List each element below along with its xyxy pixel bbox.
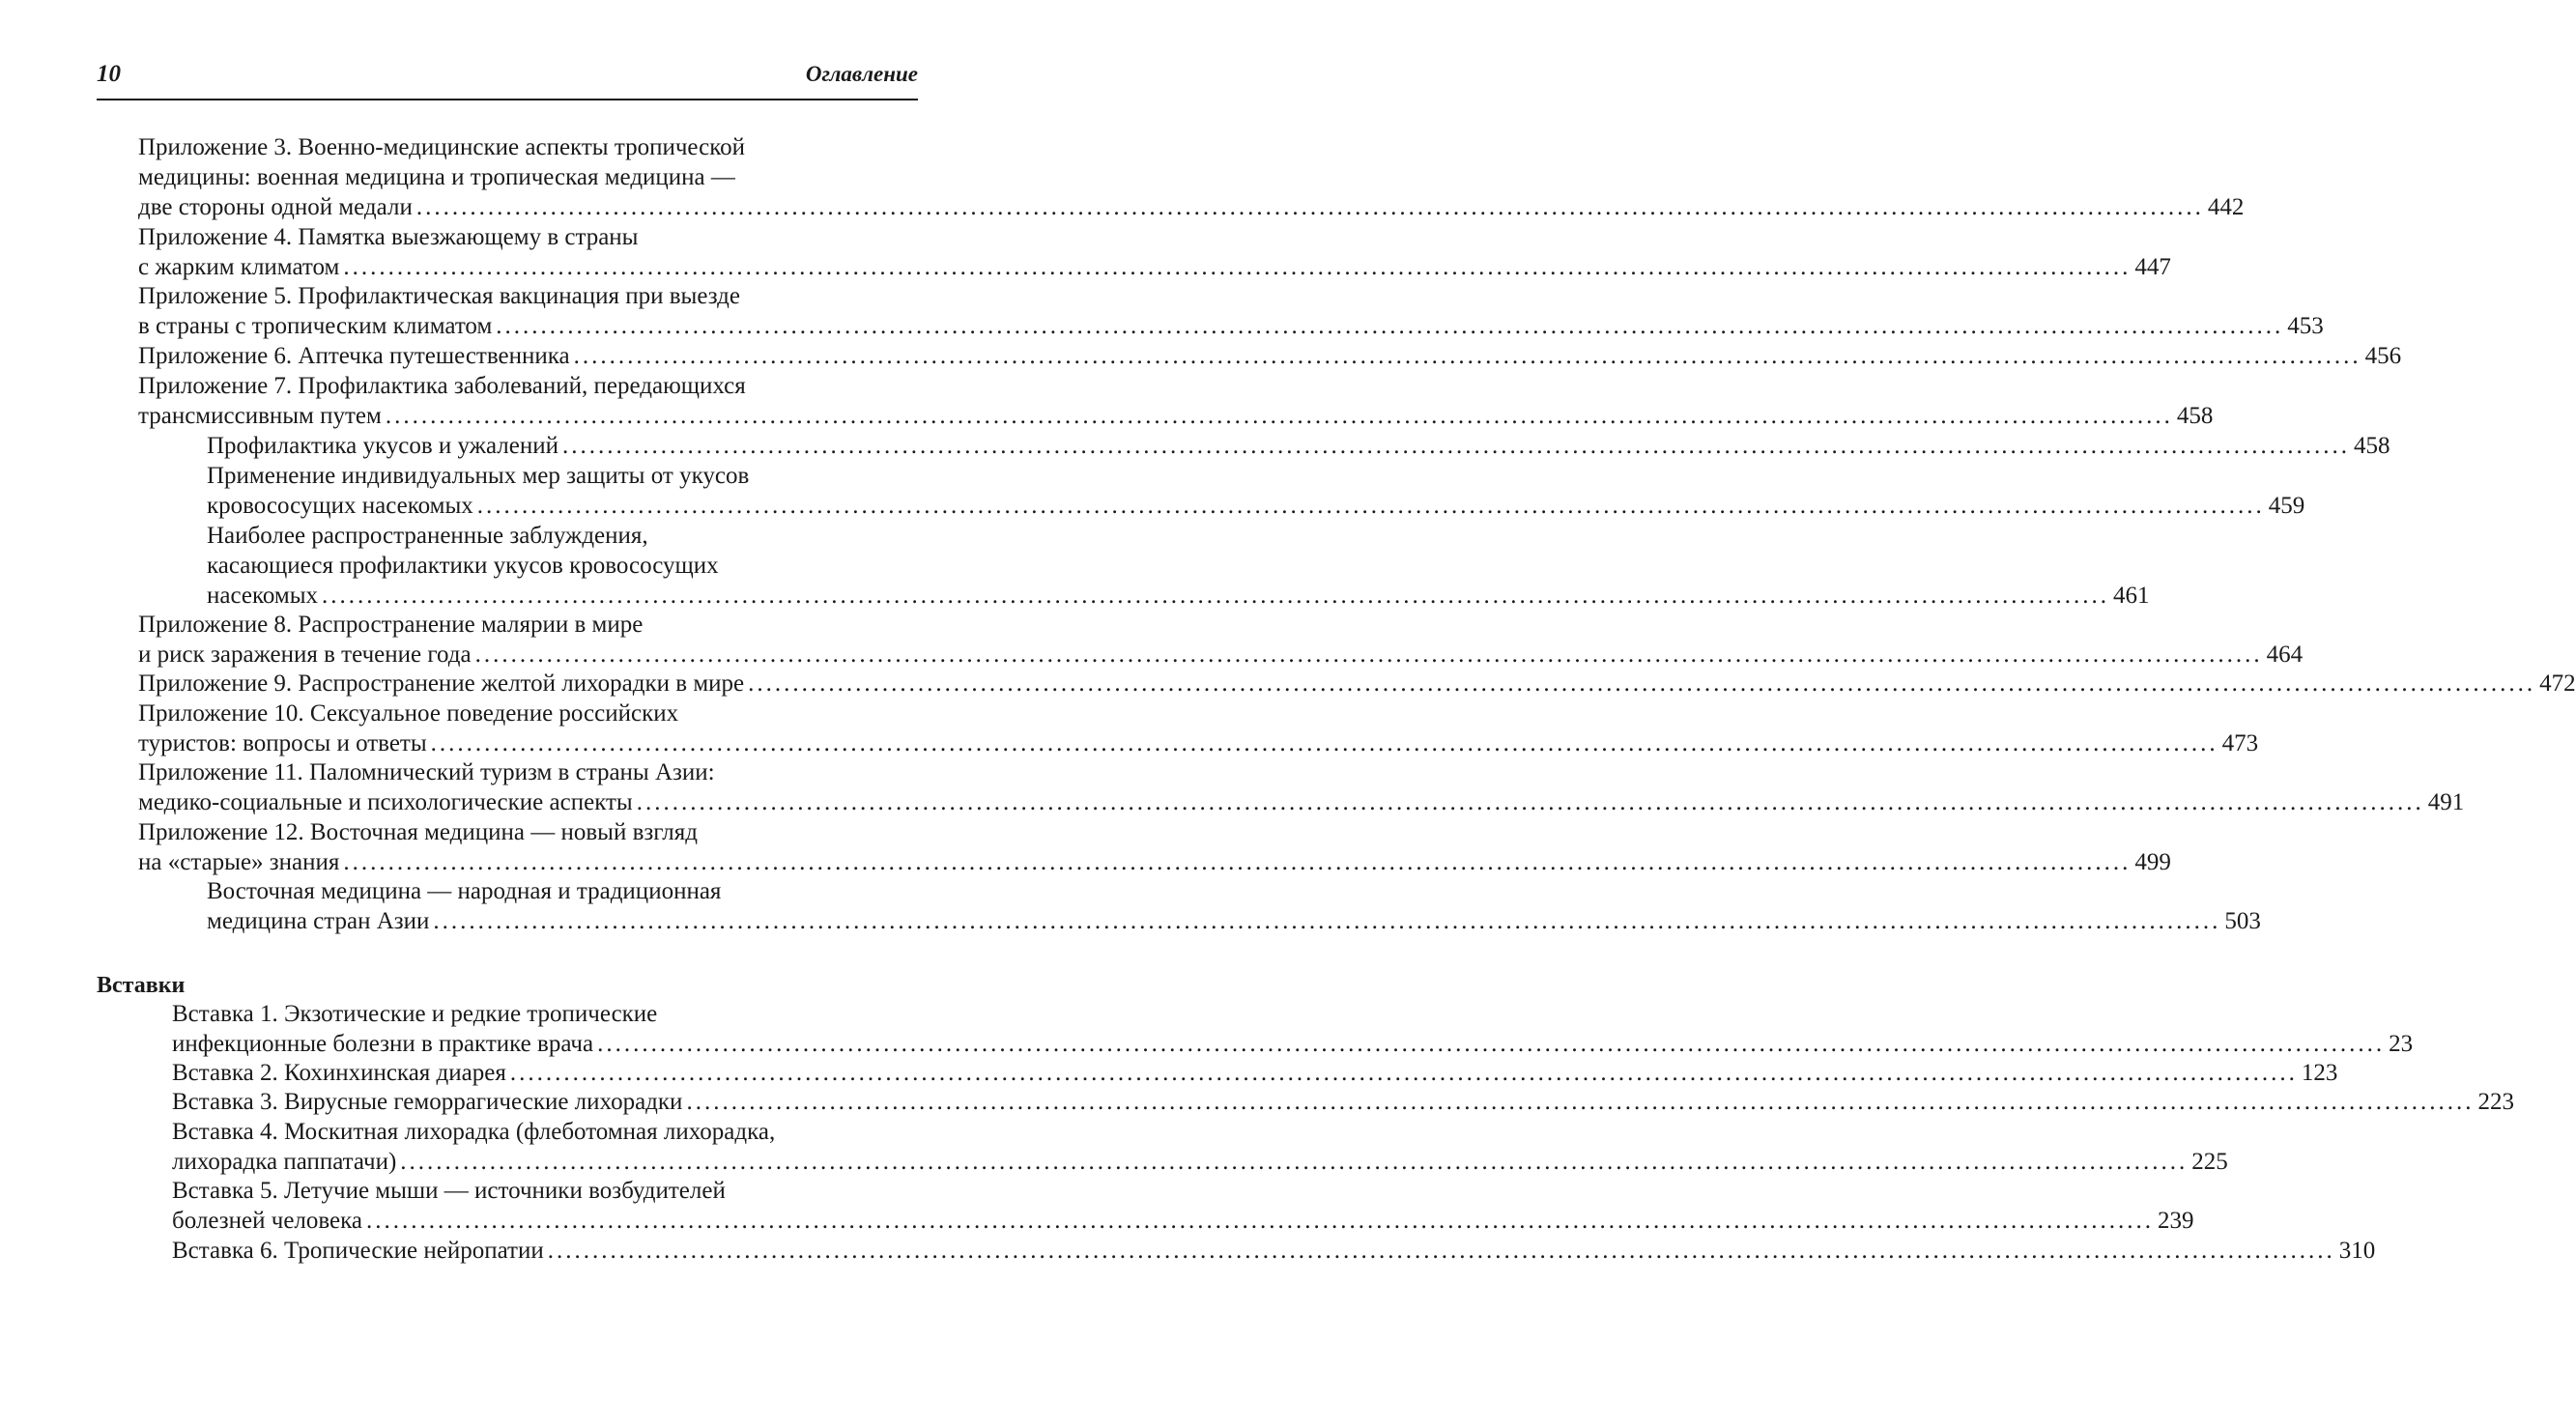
toc-entry-text: медико-социальные и психологические аспекты — [138, 789, 633, 815]
toc-page-number: 442 — [2207, 194, 2245, 220]
insert-page-number: 239 — [2158, 1208, 2194, 1234]
page-number: 10 — [97, 61, 121, 87]
toc-entry — [138, 699, 2259, 759]
toc-page-number: 491 — [2427, 789, 2465, 815]
toc-entry-text: Наиболее распространенные заблуждения, — [207, 523, 648, 549]
insert-entry-text: Вставка 2. Кохинхинская диарея — [172, 1060, 506, 1086]
dot-leader: ........................................................................................................................................................................................................ — [400, 1149, 2189, 1175]
toc-entry-text: Профилактика укусов и ужалений — [207, 433, 558, 459]
insert-entry-text: инфекционные болезни в практике врача — [172, 1031, 594, 1057]
dot-leader: ........................................................................................................................................................................................................ — [636, 789, 2424, 815]
toc-entry-text: туристов: вопросы и ответы — [138, 730, 427, 756]
toc-entry-text: медицина стран Азии — [207, 908, 430, 934]
insert-entry-text: Вставка 6. Тропические нейропатии — [172, 1238, 544, 1264]
insert-entry-text: лихорадка паппатачи) — [172, 1149, 397, 1175]
insert-entry-text: Вставка 4. Москитная лихорадка (флеботомная лихорадка, — [172, 1119, 776, 1145]
dot-leader: ........................................................................................................................................................................................................ — [322, 583, 2109, 609]
toc-entry — [207, 462, 2305, 522]
toc-entry-text: трансмиссивным путем — [138, 403, 382, 429]
dot-leader: ........................................................................................................................................................................................................ — [597, 1031, 2386, 1057]
toc-entry-text: Приложение 12. Восточная медицина — новый взгляд — [138, 819, 698, 845]
toc-page-number: 473 — [2221, 730, 2259, 756]
dot-leader: ........................................................................................................................................................................................................ — [415, 194, 2204, 220]
running-title: Оглавление — [805, 62, 918, 86]
dot-leader: ........................................................................................................................................................................................................ — [561, 433, 2350, 459]
toc-entry — [138, 133, 2245, 223]
toc-entry-text: насекомых — [207, 583, 318, 609]
dot-leader: ........................................................................................................................................................................................................ — [366, 1208, 2155, 1234]
dot-leader: ........................................................................................................................................................................................................ — [496, 313, 2284, 339]
toc-entry — [138, 342, 2402, 372]
insert-page-number: 223 — [2477, 1089, 2514, 1115]
toc-entry-text: Приложение 7. Профилактика заболеваний, передающихся — [138, 373, 746, 399]
toc-entry — [138, 223, 2171, 283]
toc-entry — [138, 670, 2576, 699]
toc-page-number: 456 — [2364, 343, 2402, 369]
insert-entry — [172, 1237, 2376, 1267]
toc-entry — [138, 818, 2171, 878]
toc-page-number: 503 — [2224, 908, 2261, 934]
insert-page-number: 225 — [2191, 1149, 2228, 1175]
toc-entry-text: и риск заражения в течение года — [138, 642, 472, 668]
insert-page-number: 23 — [2389, 1031, 2414, 1057]
toc-entry — [207, 432, 2390, 462]
dot-leader: ........................................................................................................................................................................................................ — [430, 730, 2218, 756]
toc-page-number: 499 — [2134, 849, 2171, 875]
dot-leader: ........................................................................................................................................................................................................ — [547, 1238, 2335, 1264]
toc-entry-text: кровососущих насекомых — [207, 493, 473, 519]
toc-entry-text: с жарким климатом — [138, 254, 340, 280]
dot-leader: ........................................................................................................................................................................................................ — [573, 343, 2361, 369]
inserts-section-title: Вставки — [97, 973, 186, 998]
dot-leader: ........................................................................................................................................................................................................ — [385, 403, 2173, 429]
toc-page-number: 458 — [2353, 433, 2390, 459]
insert-entry-text: Вставка 5. Летучие мыши — источники возбудителей — [172, 1178, 726, 1204]
toc-entry-text: Приложение 3. Военно-медицинские аспекты тропической — [138, 134, 745, 160]
toc-entry — [138, 611, 2304, 670]
toc-entry-text: Приложение 6. Аптечка путешественника — [138, 343, 570, 369]
toc-entry-text: на «старые» знания — [138, 849, 340, 875]
toc-entry — [138, 372, 2214, 432]
insert-entry — [172, 1059, 2338, 1089]
insert-entry-text: болезней человека — [172, 1208, 363, 1234]
dot-leader: ........................................................................................................................................................................................................ — [343, 254, 2132, 280]
toc-entry-text: Приложение 4. Памятка выезжающему в страны — [138, 224, 639, 250]
toc-entry-text: Применение индивидуальных мер защиты от укусов — [207, 463, 750, 489]
toc-entry-text: в страны с тропическим климатом — [138, 313, 493, 339]
toc-page-number: 453 — [2287, 313, 2324, 339]
toc-page-number: 447 — [2134, 254, 2171, 280]
toc-entry-text: медицины: военная медицина и тропическая медицина — — [138, 164, 735, 190]
toc-entry-text: две стороны одной медали — [138, 194, 413, 220]
toc-page-number: 458 — [2176, 403, 2214, 429]
insert-entry — [172, 1000, 2414, 1060]
toc-entry-text: Приложение 10. Сексуальное поведение российских — [138, 700, 679, 727]
toc-page-number: 459 — [2268, 493, 2305, 519]
toc-page-number: 464 — [2266, 642, 2304, 668]
toc-page-number: 472 — [2539, 670, 2576, 697]
dot-leader: ........................................................................................................................................................................................................ — [748, 670, 2536, 697]
insert-entry-text: Вставка 1. Экзотические и редкие тропические — [172, 1001, 658, 1027]
toc-entry — [138, 282, 2324, 342]
dot-leader: ........................................................................................................................................................................................................ — [509, 1060, 2298, 1086]
toc-entry-text: Приложение 5. Профилактическая вакцинация при выезде — [138, 283, 740, 309]
toc-page-number: 461 — [2113, 583, 2150, 609]
dot-leader: ........................................................................................................................................................................................................ — [433, 908, 2221, 934]
insert-entry — [172, 1177, 2194, 1237]
toc-entry-text: Восточная медицина — народная и традиционная — [207, 878, 722, 904]
toc-entry-text: Приложение 11. Паломнический туризм в страны Азии: — [138, 759, 715, 785]
toc-entry — [207, 522, 2150, 612]
toc-entry-text: Приложение 9. Распространение желтой лихорадки в мире — [138, 670, 745, 697]
dot-leader: ........................................................................................................................................................................................................ — [686, 1089, 2475, 1115]
insert-entry-text: Вставка 3. Вирусные геморрагические лихорадки — [172, 1089, 683, 1115]
page-header — [97, 58, 918, 100]
insert-page-number: 123 — [2301, 1060, 2338, 1086]
toc-entry-text: Приложение 8. Распространение малярии в мире — [138, 612, 644, 638]
insert-entry — [172, 1088, 2514, 1118]
dot-leader: ........................................................................................................................................................................................................ — [343, 849, 2132, 875]
dot-leader: ........................................................................................................................................................................................................ — [476, 493, 2265, 519]
insert-page-number: 310 — [2338, 1238, 2376, 1264]
dot-leader: ........................................................................................................................................................................................................ — [474, 642, 2263, 668]
insert-entry — [172, 1118, 2228, 1178]
toc-entry-text: касающиеся профилактики укусов кровососущих — [207, 553, 719, 579]
toc-entry — [138, 758, 2465, 818]
toc-entry — [207, 877, 2261, 937]
